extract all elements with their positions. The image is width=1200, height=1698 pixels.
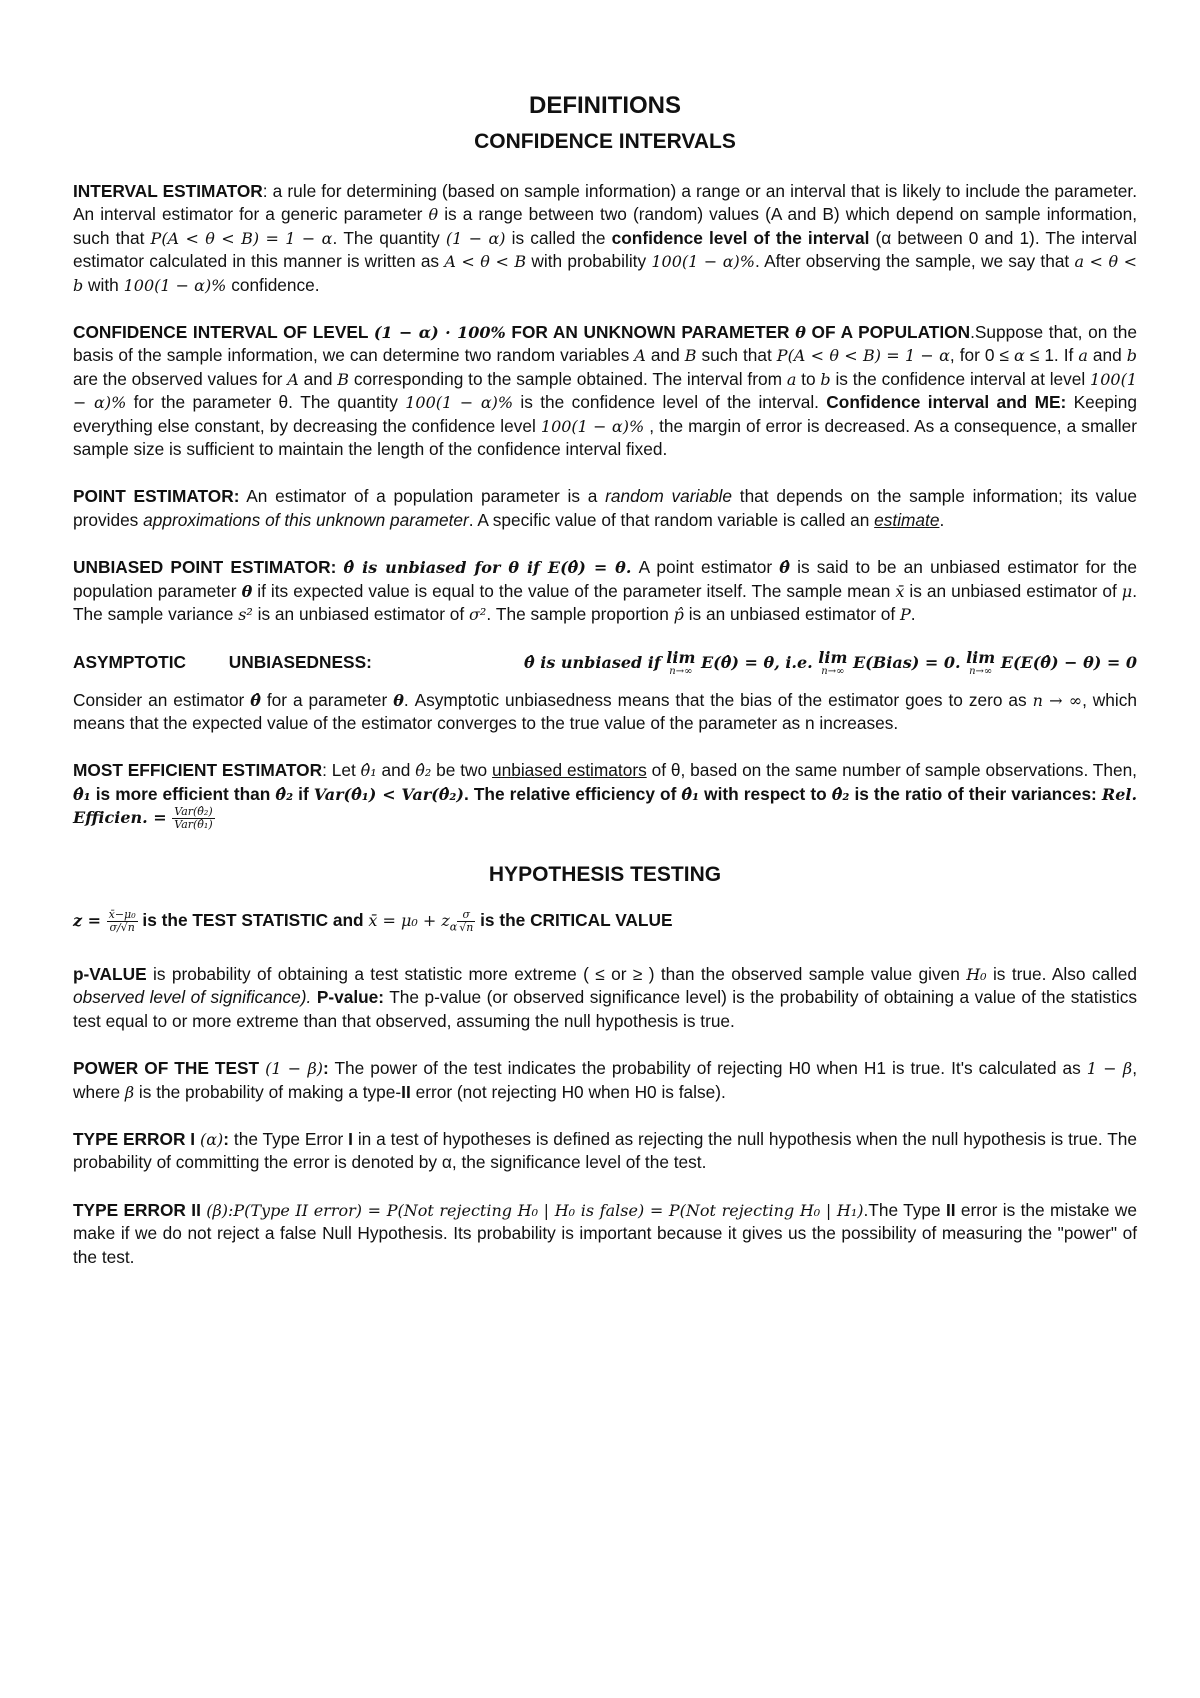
asymptotic-formula: θ̂ is unbiased if lim n→∞ E(θ̂) = θ, i.e. lim n→∞ E(Bias) = 0. lim n→∞ E(E(θ̂) − θ) = 0 bbox=[524, 647, 1137, 677]
term-p-value: p-VALUE bbox=[73, 964, 147, 985]
term-unbiased-point-estimator: UNBIASED POINT ESTIMATOR: bbox=[73, 557, 344, 578]
relative-efficiency-fraction: $\frac{\text{Var(θ̂₂)}}{\text{Var(θ̂₁)}}$ bbox=[174, 805, 213, 832]
paragraph-asymptotic-unbiasedness: ASYMPTOTIC UNBIASEDNESS: θ̂ is unbiased if lim n→∞ E(θ̂) = θ, i.e. lim n→∞ E(Bias) = 0. lim n→∞ E(E(θ̂) − θ) = 0 Consider an estimator θ̂ for a parameter θ. Asymptotic unbiasedness means that the bias of the estimator goes to zero as n → ∞, which means that the expected value of the estimator converges to the true value of the parameter as n increases. bbox=[73, 647, 1137, 733]
paragraph-point-estimator: POINT ESTIMATOR: An estimator of a population parameter is a random variable that depends on the sample information; its value provides approximations of this unknown parameter. A specific value of that random variable is called an estimate. bbox=[73, 486, 1137, 530]
document-page bbox=[73, 92, 1137, 1293]
paragraph-type-error-2: TYPE ERROR II (β):P(Type II error) = P(Not rejecting H₀ | H₀ is false) = P(Not rejecting H₀ | H₁).The Type II error is the mistake we make if we do not reject a false Null Hypothesis. Its probability is important because it gives us the possibility of measuring the "power" of the test. bbox=[73, 1199, 1137, 1267]
term-asymptotic-unbiasedness: ASYMPTOTIC UNBIASEDNESS: bbox=[73, 651, 372, 672]
page-title: DEFINITIONS bbox=[528, 92, 681, 119]
section-heading-confidence-intervals: CONFIDENCE INTERVALS bbox=[474, 130, 736, 153]
paragraph-unbiased-estimator: UNBIASED POINT ESTIMATOR: θ̂ is unbiased for θ if E(θ̂) = θ. A point estimator θ̂ is said to be an unbiased estimator for the population parameter θ if its expected value is equal to the value of the parameter itself. The sample mean x̄ is an unbiased estimator of μ. The sample variance s² is an unbiased estimator of σ². The sample proportion p̂ is an unbiased estimator of P. bbox=[73, 557, 1138, 625]
paragraph-most-efficient-estimator: MOST EFFICIENT ESTIMATOR: Let θ̂₁ and θ̂₂ be two unbiased estimators of θ, based on the same number of sample observations. Then, θ̂₁ is more efficient than θ̂₂ if Var(θ̂₁) < Var(θ̂₂). The relative efficiency of θ̂₁ with respect to θ̂₂ is the ratio of their variances: Rel. Efficien. = $\frac{\text{Var(θ̂₂)}}{\text{Var(θ̂₁)}}$ bbox=[73, 760, 1138, 832]
term-type-error-2: TYPE ERROR II bbox=[73, 1199, 207, 1220]
paragraph-confidence-interval: CONFIDENCE INTERVAL OF LEVEL (1 − α) · 100% FOR AN UNKNOWN PARAMETER θ OF A POPULATION.Suppose that, on the basis of the sample information, we can determine two random variables A and B such that P(A < θ < B) = 1 − α, for 0 ≤ α ≤ 1. If a and b are the observed values for A and B corresponding to the sample obtained. The interval from a to b is the confidence interval at level 100(1 − α)% for the parameter θ. The quantity 100(1 − α)% is the confidence level of the interval. Confidence interval and ME: Keeping everything else constant, by decreasing the confidence level 100(1 − α)% , the margin of error is decreased. As a consequence, a smaller sample size is sufficient to maintain the length of the confidence interval fixed. bbox=[73, 322, 1138, 460]
paragraph-power-of-test: POWER OF THE TEST (1 − β): The power of the test indicates the probability of rejecting H0 when H1 is true. It's calculated as 1 − β, where β is the probability of making a type-II error (not rejecting H0 when H0 is false). bbox=[73, 1058, 1137, 1102]
term-type-error-1: TYPE ERROR I bbox=[73, 1129, 200, 1150]
paragraph-type-error-1: TYPE ERROR I (α): the Type Error I in a test of hypotheses is defined as rejecting the null hypothesis when the null hypothesis is true. The probability of committing the error is denoted by α, the significance level of the test. bbox=[73, 1129, 1138, 1173]
paragraph-p-value: p-VALUE is probability of obtaining a test statistic more extreme ( ≤ or ≥ ) than the observed sample value given H₀ is true. Also called observed level of significance). P-value: The p-value (or observed significance level) is the probability of obtaining a value of the statistics test equal to or more extreme than that observed, assuming the null hypothesis is true. bbox=[73, 964, 1138, 1031]
term-most-efficient-estimator: MOST EFFICIENT ESTIMATOR bbox=[73, 760, 323, 781]
asymptotic-formula-line bbox=[73, 647, 1137, 689]
section-heading-hypothesis-testing: HYPOTHESIS TESTING bbox=[488, 863, 722, 887]
term-point-estimator: POINT ESTIMATOR: bbox=[73, 486, 240, 507]
paragraph-interval-estimator: INTERVAL ESTIMATOR: a rule for determining (based on sample information) a range or an interval that is likely to include the parameter. An interval estimator for a generic parameter θ is a range between two (random) values (A and B) which depend on sample information, such that P(A < θ < B) = 1 − α. The quantity (1 − α) is called the confidence level of the interval (α between 0 and 1). The interval estimator calculated in this manner is written as A < θ < B with probability 100(1 − α)%. After observing the sample, we say that a < θ < b with 100(1 − α)% confidence. bbox=[73, 181, 1138, 295]
paragraph-test-statistic: z = $\frac{\text{x̄−μ₀}}{\sigma/√n}$ is the TEST STATISTIC and x̄ = $\mu_0 + z_\alpha$ $\frac{\sigma}{√n}$ is the CRITICAL VALUE bbox=[73, 908, 673, 935]
test-statistic-fraction: $\frac{\text{x̄−μ₀}}{\sigma/√n}$ bbox=[108, 908, 136, 935]
term-confidence-interval: CONFIDENCE INTERVAL OF LEVEL (1 − α) · 100% FOR AN UNKNOWN PARAMETER θ OF A POPULATION bbox=[73, 322, 971, 343]
critical-value-fraction: $\frac{\sigma}{√n}$ bbox=[459, 908, 474, 935]
term-interval-estimator: INTERVAL ESTIMATOR bbox=[73, 181, 263, 201]
term-power-of-the-test: POWER OF THE TEST bbox=[73, 1058, 266, 1079]
